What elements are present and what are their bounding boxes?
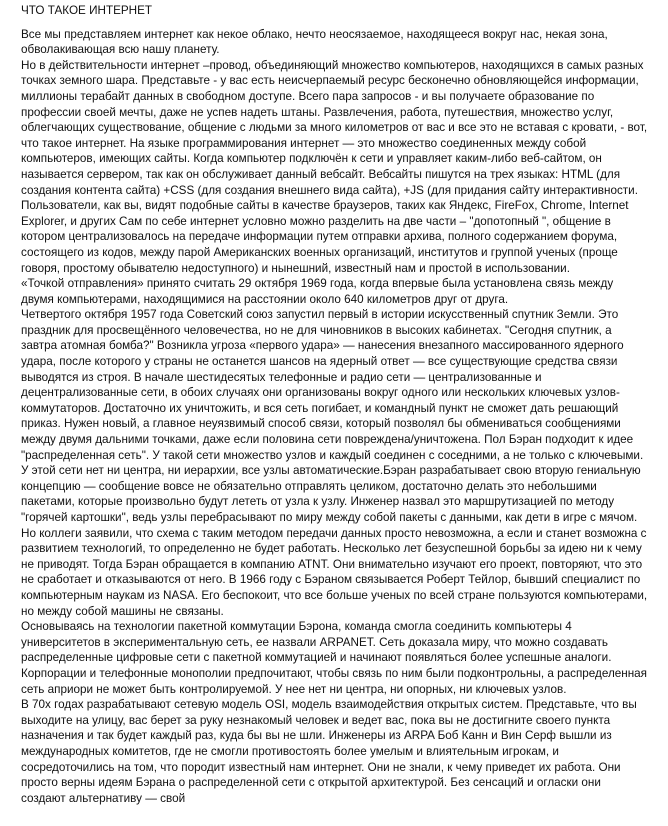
paragraph-definition: Но в действительности интернет –провод, объединяющий множество компьютеров, находящихся в самых разных точках земного шара. Представьте - у вас есть неисчерпаемый ресурс бесконечно обновляющейся информации, миллионы терабайт данных в свободном доступе. Всего пара запросов - и вы получаете образование по профессии своей мечты, даже не успев надеть штаны. Развлечения, работа, путешествия, множество услуг, облегчающих существование, общение с людьми за много километров от вас и все это не вставая с кровати, - вот, что такое интернет. На языке программирования интернет — это множество соединенных между собой компьютеров, имеющих сайты. Когда компьютер подключён к сети и управляет каким-либо веб-сайтом, он называется сервером, так как он обслуживает данный вебсайт. Вебсайты пишутся на трех языках: HTML (для создания контента сайта) +CSS (для создания внешнего вида сайта), +JS (для придания сайту интерактивности. Пользователи, как вы, видят подобные сайты в качестве браузеров, таких как Яндекс, FireFox, Chrome, Internet Explorer, и других Сам по себе интернет условно можно разделить на две части – "допотопный ", общение в котором централизовалось на передаче информации путем отправки архива, полного содержанием форума, состоящего из кодов, между парой Американских военных организаций, институтов и группой ученых (проще говоря, простому обывателю недоступного) и нынешний, известный нам и простой в использовании.: [21, 58, 648, 275]
paragraph-arpanet: Основываясь на технологии пакетной коммутации Бэрона, команда смогла соединить компьютеры 4 университетов в экспериментальную сеть, ее назвали ARPANET. Сеть доказала миру, что можно создавать распределенные цифровые сети с пакетной коммутацией и начинают появляться более успешные аналоги. Корпорации и телефонные монополии предпочитают, чтобы связь по ним были подконтрольны, а распределенная сеть априори не может быть контролируемой. У нее нет ни центра, ни опорных, ни ключевых узлов.: [21, 620, 648, 696]
paragraph-history-sputnik: Четвертого октября 1957 года Советский союз запустил первый в истории искусственный спутник Земли. Это праздник для просвещённого человечества, но не для чиновников в высоких кабинетах. "Сегодня спутник, а завтра атомная бомба?" Возникла угроза «первого удара» — нанесения внезапного массированного ядерного удара, после которого у страны не останется шансов на ядерный ответ — все существующие средства связи выводятся из строя. В начале шестидесятых телефонные и радио сети — централизованные и децентрализованные сети, в обоих случаях они организованы вокруг одного или нескольких ключевых узлов-коммутаторов. Достаточно их уничтожить, и вся сеть погибает, и командный пункт не сможет дать решающий приказ. Нужен новый, а главное неуязвимый способ связи, который позволял бы обмениваться сообщениями между двумя дальними точками, даже если половина сети повреждена/уничтожена. Пол Бэран подходит к идее "распределенная сеть". У такой сети множество узлов и каждый соединен с соседними, а не только с ключевыми. У этой сети нет ни центра, ни иерархии, все узлы автоматические.Бэран разрабатывает свою вторую гениальную концепцию — сообщение вовсе не обязательно отправлять целиком, достаточно делать это небольшими пакетами, которые произвольно будут лететь от узла к узлу. Инженер назвал это маршрутизацией по методу "горячей картошки", ведь узлы перебрасывают по миру между собой пакеты с данными, как дети в игре с мячом. Но коллеги заявили, что схема с таким методом передачи данных просто невозможна, а если и станет возможна с развитием технологий, то определенно не будет работать. Несколько лет безуспешной борьбы за идею ни к чему не приводят. Тогда Бэран обращается в компанию ATNT. Они внимательно изучают его проект, повторяют, что это не сработает и отказываются от него. В 1966 году с Бэраном связывается Роберт Тейлор, бывший специалист по компьютерным наукам из NASA. Его беспокоит, что все больше ученых по всей стране пользуются компьютерами, но между собой машины не связаны.: [21, 308, 648, 618]
document-title: ЧТО ТАКОЕ ИНТЕРНЕТ: [21, 4, 153, 17]
paragraph-starting-point: «Точкой отправления» принято считать 29 октября 1969 года, когда впервые была установлена связь между двумя компьютерами, находящимися на расстоянии около 640 километров друг от друга.: [21, 277, 614, 306]
document-page: [21, 3, 648, 806]
paragraph-intro: Все мы представляем интернет как некое облако, нечто неосязаемое, находящееся вокруг нас, некая зона, обволакивающая всю нашу планету.: [21, 27, 608, 57]
paragraph-osi: В 70х годах разрабатывают сетевую модель OSI, модель взаимодействия открытых систем. Представьте, что вы выходите на улицу, вас берет за руку незнакомый человек и ведет вас, пока вы не достигните своего пункта назначения и так будет каждый раз, куда бы вы не шли. Инженеры из ARPA Боб Канн и Вин Серф вышли из международных комитетов, где не смогли противостоять более умелым и влиятельным игрокам, и сосредоточились на том, что породит известный нам интернет. Они не знали, к чему приведет их работа. Они просто верны идеям Бэрана о распределенной сети с открытой архитектурой. Без сенсаций и огласки они создают альтернативу — свой: [21, 698, 637, 805]
